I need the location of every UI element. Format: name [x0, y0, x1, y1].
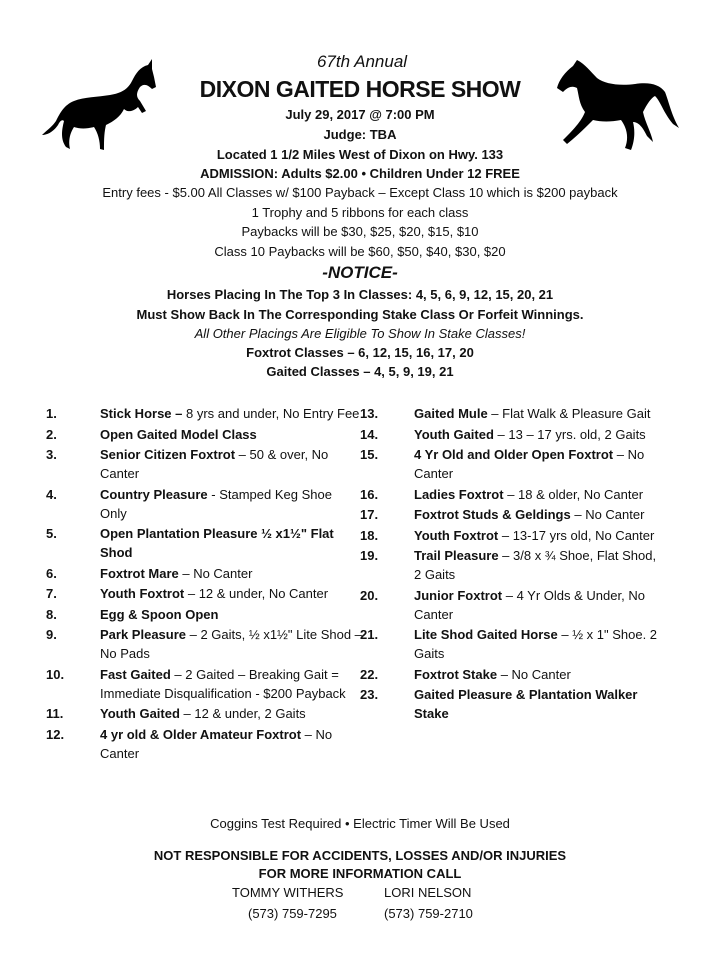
- class-description: [100, 625, 362, 663]
- gaited-classes: Gaited Classes – 4, 5, 9, 19, 21: [266, 364, 454, 379]
- class-item: [360, 425, 660, 444]
- class-detail: – 2 Gaits, ½ x1½" Lite Shod – No Pads: [100, 627, 362, 661]
- class-name: Egg & Spoon Open: [100, 606, 219, 622]
- class-name: Ladies Foxtrot: [414, 486, 504, 502]
- class-description: [100, 704, 362, 723]
- notice-line-2: Must Show Back In The Corresponding Stake Class Or Forfeit Winnings.: [136, 307, 584, 322]
- class-description: [100, 524, 362, 562]
- class-item: [360, 665, 660, 684]
- class-number: 20.: [360, 587, 379, 603]
- class-description: [414, 546, 660, 584]
- class-name: Gaited Mule: [414, 406, 488, 421]
- class-number: 16.: [360, 486, 379, 502]
- entry-fees: Entry fees - $5.00 All Classes w/ $100 Payback – Except Class 10 which is $200 payback: [102, 185, 618, 200]
- class-detail: – 12 & under, 2 Gaits: [179, 706, 306, 721]
- requirements: Coggins Test Required • Electric Timer Will Be Used: [210, 816, 510, 831]
- notice-heading: -NOTICE-: [322, 263, 398, 282]
- class-name: Fast Gaited: [100, 666, 171, 682]
- class-item: [360, 586, 660, 624]
- class-detail: – 12 & under, No Canter: [184, 586, 329, 601]
- class-detail: – ½ x 1" Shoe. 2 Gaits: [414, 627, 658, 661]
- more-info: FOR MORE INFORMATION CALL: [258, 866, 462, 881]
- class-item: [360, 546, 660, 584]
- class-detail: – No Canter: [497, 666, 571, 682]
- class-name: Foxtrot Studs & Geldings: [414, 507, 571, 522]
- class-name: Senior Citizen Foxtrot: [100, 447, 236, 462]
- class-item: [46, 704, 362, 723]
- class-name: Trail Pleasure: [414, 548, 499, 563]
- class-item: [46, 625, 362, 663]
- class-item: [46, 564, 362, 583]
- class-description: [100, 584, 362, 603]
- class-detail: – 4 Yr Olds & Under, No Canter: [414, 587, 645, 622]
- trophy-info: 1 Trophy and 5 ribbons for each class: [251, 205, 469, 220]
- class-description: [100, 665, 362, 703]
- class-item: [360, 445, 660, 483]
- class-number: 13.: [360, 406, 379, 421]
- class-name: Lite Shod Gaited Horse: [414, 627, 558, 642]
- class-name: Gaited Pleasure & Plantation Walker Stake: [414, 687, 638, 721]
- class-list-left: [46, 404, 362, 764]
- judge: Judge: TBA: [323, 127, 397, 142]
- notice-line-3: All Other Placings Are Eligible To Show In Stake Classes!: [194, 326, 526, 341]
- paybacks: Paybacks will be $30, $25, $20, $15, $10: [241, 224, 479, 239]
- event-date: July 29, 2017 @ 7:00 PM: [285, 107, 435, 122]
- annual-subtitle: 67th Annual: [316, 52, 408, 71]
- class-item: [46, 404, 362, 423]
- class-description: [100, 725, 362, 763]
- class-detail: – 13 – 17 yrs. old, 2 Gaits: [493, 426, 646, 442]
- class-item: [46, 665, 362, 703]
- class-number: 2.: [46, 426, 57, 442]
- class-name: Foxtrot Mare: [100, 565, 179, 581]
- class-number: 17.: [360, 507, 379, 522]
- class-item: [360, 485, 660, 504]
- class-detail: – 3/8 x ¾ Shoe, Flat Shod, 2 Gaits: [414, 548, 657, 582]
- class-number: 10.: [46, 666, 65, 682]
- class-description: [100, 485, 362, 523]
- notice-line-1: Horses Placing In The Top 3 In Classes: 4, 5, 6, 9, 12, 15, 20, 21: [166, 287, 554, 302]
- class-item: [46, 445, 362, 483]
- class-number: 14.: [360, 426, 379, 442]
- disclaimer: NOT RESPONSIBLE FOR ACCIDENTS, LOSSES AND/OR INJURIES: [153, 848, 567, 863]
- class-name: 4 Yr Old and Older Open Foxtrot: [414, 447, 614, 462]
- contact-phone-1: (573) 759-7295: [248, 906, 337, 921]
- class-detail: – No Canter: [414, 447, 645, 481]
- admission: ADMISSION: Adults $2.00 • Children Under 12 FREE: [200, 166, 520, 181]
- class-detail: 8 yrs and under, No Entry Fee: [182, 406, 360, 421]
- class-name: Youth Gaited: [414, 426, 494, 442]
- class-number: 3.: [46, 447, 57, 462]
- class-detail: – Flat Walk & Pleasure Gait: [487, 406, 651, 421]
- class-description: [414, 625, 660, 663]
- class-detail: – 18 & older, No Canter: [503, 486, 644, 502]
- class-name: Open Plantation Pleasure ½ x1½" Flat Shod: [100, 526, 334, 560]
- class-item: [360, 526, 660, 545]
- page-title: DIXON GAITED HORSE SHOW: [199, 76, 521, 102]
- contact-name-1: TOMMY WITHERS: [232, 885, 344, 900]
- class-list-right: [360, 404, 660, 725]
- class-description: [414, 425, 660, 444]
- class-detail: – No Canter: [100, 726, 333, 761]
- class-item: [46, 485, 362, 523]
- class-detail: – No Canter: [178, 565, 253, 581]
- class-name: Country Pleasure: [100, 486, 208, 502]
- class-number: 15.: [360, 447, 379, 462]
- class-detail: – 50 & over, No Canter: [100, 447, 329, 481]
- class-number: 5.: [46, 526, 57, 541]
- contact-name-2: LORI NELSON: [384, 885, 472, 900]
- class-name: Open Gaited Model Class: [100, 426, 257, 442]
- class-description: [414, 445, 660, 483]
- class-item: [360, 505, 660, 524]
- class-name: Youth Foxtrot: [414, 527, 499, 543]
- contact-phone-2: (573) 759-2710: [384, 906, 473, 921]
- class-number: 22.: [360, 666, 379, 682]
- class-description: [414, 505, 660, 524]
- class-detail: – 2 Gaited – Breaking Gait = Immediate Disqualification - $200 Payback: [100, 666, 346, 701]
- class-number: 11.: [46, 706, 64, 721]
- class-number: 8.: [46, 606, 57, 622]
- class-item: [360, 404, 660, 423]
- class-description: [100, 425, 362, 444]
- class-number: 4.: [46, 486, 57, 502]
- class-name: Youth Gaited: [100, 706, 180, 721]
- class-description: [414, 526, 660, 545]
- class-description: [414, 404, 660, 423]
- class-item: [360, 625, 660, 663]
- class-number: 6.: [46, 565, 57, 581]
- class-item: [46, 725, 362, 763]
- class-description: [100, 404, 362, 423]
- foxtrot-classes: Foxtrot Classes – 6, 12, 15, 16, 17, 20: [246, 345, 474, 360]
- class-item: [46, 425, 362, 444]
- class-detail: – 13-17 yrs old, No Canter: [498, 527, 655, 543]
- location: Located 1 1/2 Miles West of Dixon on Hwy. 133: [216, 147, 504, 162]
- class-description: [414, 665, 660, 684]
- class-detail: – No Canter: [570, 507, 645, 522]
- class-number: 18.: [360, 527, 379, 543]
- class-description: [414, 586, 660, 624]
- class-description: [100, 564, 362, 583]
- class-item: [46, 584, 362, 603]
- class-description: [100, 445, 362, 483]
- class-detail: - Stamped Keg Shoe Only: [100, 486, 332, 521]
- class-number: 21.: [360, 627, 379, 642]
- class-name: Youth Foxtrot: [100, 586, 185, 601]
- class-name: Park Pleasure: [100, 627, 187, 642]
- class-number: 1.: [46, 406, 57, 421]
- class-item: [46, 605, 362, 624]
- class-number: 12.: [46, 726, 65, 742]
- class-number: 19.: [360, 548, 379, 563]
- class-description: [414, 485, 660, 504]
- class-description: [414, 685, 660, 723]
- class-number: 7.: [46, 586, 57, 601]
- class10-paybacks: Class 10 Paybacks will be $60, $50, $40, $30, $20: [214, 244, 506, 259]
- class-name: Junior Foxtrot: [414, 587, 503, 603]
- class-item: [360, 685, 660, 723]
- class-name: Stick Horse –: [100, 406, 183, 421]
- class-number: 23.: [360, 687, 379, 702]
- class-number: 9.: [46, 627, 57, 642]
- class-item: [46, 524, 362, 562]
- class-description: [100, 605, 362, 624]
- class-name: 4 yr old & Older Amateur Foxtrot: [100, 726, 302, 742]
- class-name: Foxtrot Stake: [414, 666, 498, 682]
